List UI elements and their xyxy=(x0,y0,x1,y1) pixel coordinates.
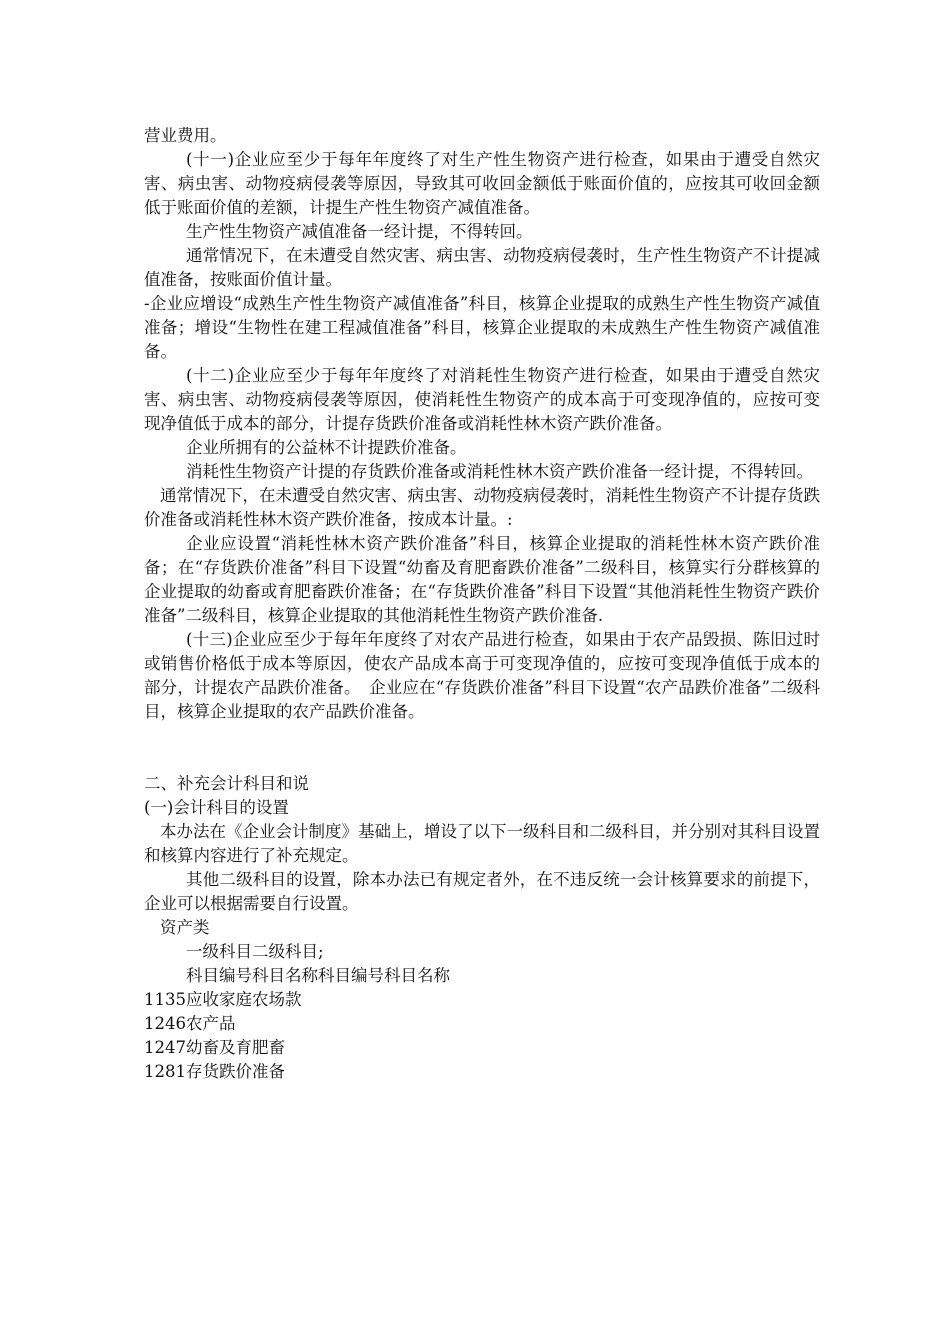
account-name: 存货跌价准备 xyxy=(186,1062,285,1081)
category-label: 资产类 xyxy=(160,918,210,937)
paragraph: 通常情况下，在未遭受自然灾害、病虫害、动物疫病侵袭时，消耗性生物资产不计提存货跌价准备或消耗性林木资产跌价准备，按成本计量。: xyxy=(144,486,820,529)
paragraph: 消耗性生物资产计提的存货跌价准备或消耗性林木资产跌价准备一经计提，不得转回。 xyxy=(186,462,813,481)
section-gap xyxy=(144,724,820,772)
paragraph: 其他二级科目的设置，除本办法已有规定者外，在不违反统一会计核算要求的前提下，企业可以根据需要自行设置。 xyxy=(144,870,820,913)
columns-header: 科目编号科目名称科目编号科目名称 xyxy=(186,966,450,985)
paragraph: -企业应增设“成熟生产性生物资产减值准备”科目，核算企业提取的成熟生产性生物资产减值准备；增设“生物性在建工程减值准备”科目，核算企业提取的未成熟生产性生物资产减值准备。 xyxy=(144,294,820,361)
paragraph: (十二)企业应至少于每年年度终了对消耗性生物资产进行检查，如果由于遭受自然灾害、病虫害、动物疫病侵袭等原因，使消耗性生物资产的成本高于可变现净值的，应按可变现净值低于成本的部分，计提存货跌价准备或消耗性林木资产跌价准备。 xyxy=(144,366,820,433)
account-row xyxy=(144,1036,820,1060)
levels-label: 一级科目二级科目; xyxy=(186,942,324,961)
section-subheading: (一)会计科目的设置 xyxy=(144,798,289,817)
account-row xyxy=(144,1060,820,1084)
paragraph: 企业应设置“消耗性林木资产跌价准备”科目，核算企业提取的消耗性林木资产跌价准备；在“存货跌价准备”科目下设置“幼畜及育肥畜跌价准备”二级科目，核算实行分群核算的企业提取的幼畜或育肥畜跌价准备；在“存货跌价准备”科目下设置“其他消耗性生物资产跌价准备”二级科目，核算企业提取的其他消耗性生物资产跌价准备. xyxy=(144,534,820,625)
account-code: 1246 xyxy=(144,1014,186,1033)
document-body xyxy=(144,124,820,1084)
paragraph: 营业费用。 xyxy=(144,126,227,145)
account-name: 应收家庭农场款 xyxy=(186,990,302,1009)
account-code: 1135 xyxy=(144,990,186,1009)
section-heading: 二、补充会计科目和说 xyxy=(144,774,309,793)
account-name: 农产品 xyxy=(186,1014,236,1033)
paragraph: (十三)企业应至少于每年年度终了对农产品进行检查，如果由于农产品毁损、陈旧过时或销售价格低于成本等原因，使农产品成本高于可变现净值的，应按可变现净值低于成本的部分，计提农产品跌价准备。 企业应在“存货跌价准备”科目下设置“农产品跌价准备”二级科目，核算企业提取的农产品跌价准备。 xyxy=(144,630,820,721)
account-name: 幼畜及育肥畜 xyxy=(186,1038,285,1057)
paragraph: 通常情况下，在未遭受自然灾害、病虫害、动物疫病侵袭时，生产性生物资产不计提减值准备，按账面价值计量。 xyxy=(144,246,820,289)
paragraph: 企业所拥有的公益林不计提跌价准备。 xyxy=(186,438,467,457)
paragraph: 生产性生物资产减值准备一经计提，不得转回。 xyxy=(186,222,533,241)
account-code: 1281 xyxy=(144,1062,186,1081)
account-row xyxy=(144,1012,820,1036)
paragraph: 本办法在《企业会计制度》基础上，增设了以下一级科目和二级科目，并分别对其科目设置和核算内容进行了补充规定。 xyxy=(144,822,820,865)
paragraph: (十一)企业应至少于每年年度终了对生产性生物资产进行检查，如果由于遭受自然灾害、病虫害、动物疫病侵袭等原因，导致其可收回金额低于账面价值的，应按其可收回金额低于账面价值的差额，计提生产性生物资产减值准备。 xyxy=(144,150,820,217)
account-code: 1247 xyxy=(144,1038,186,1057)
account-row xyxy=(144,988,820,1012)
